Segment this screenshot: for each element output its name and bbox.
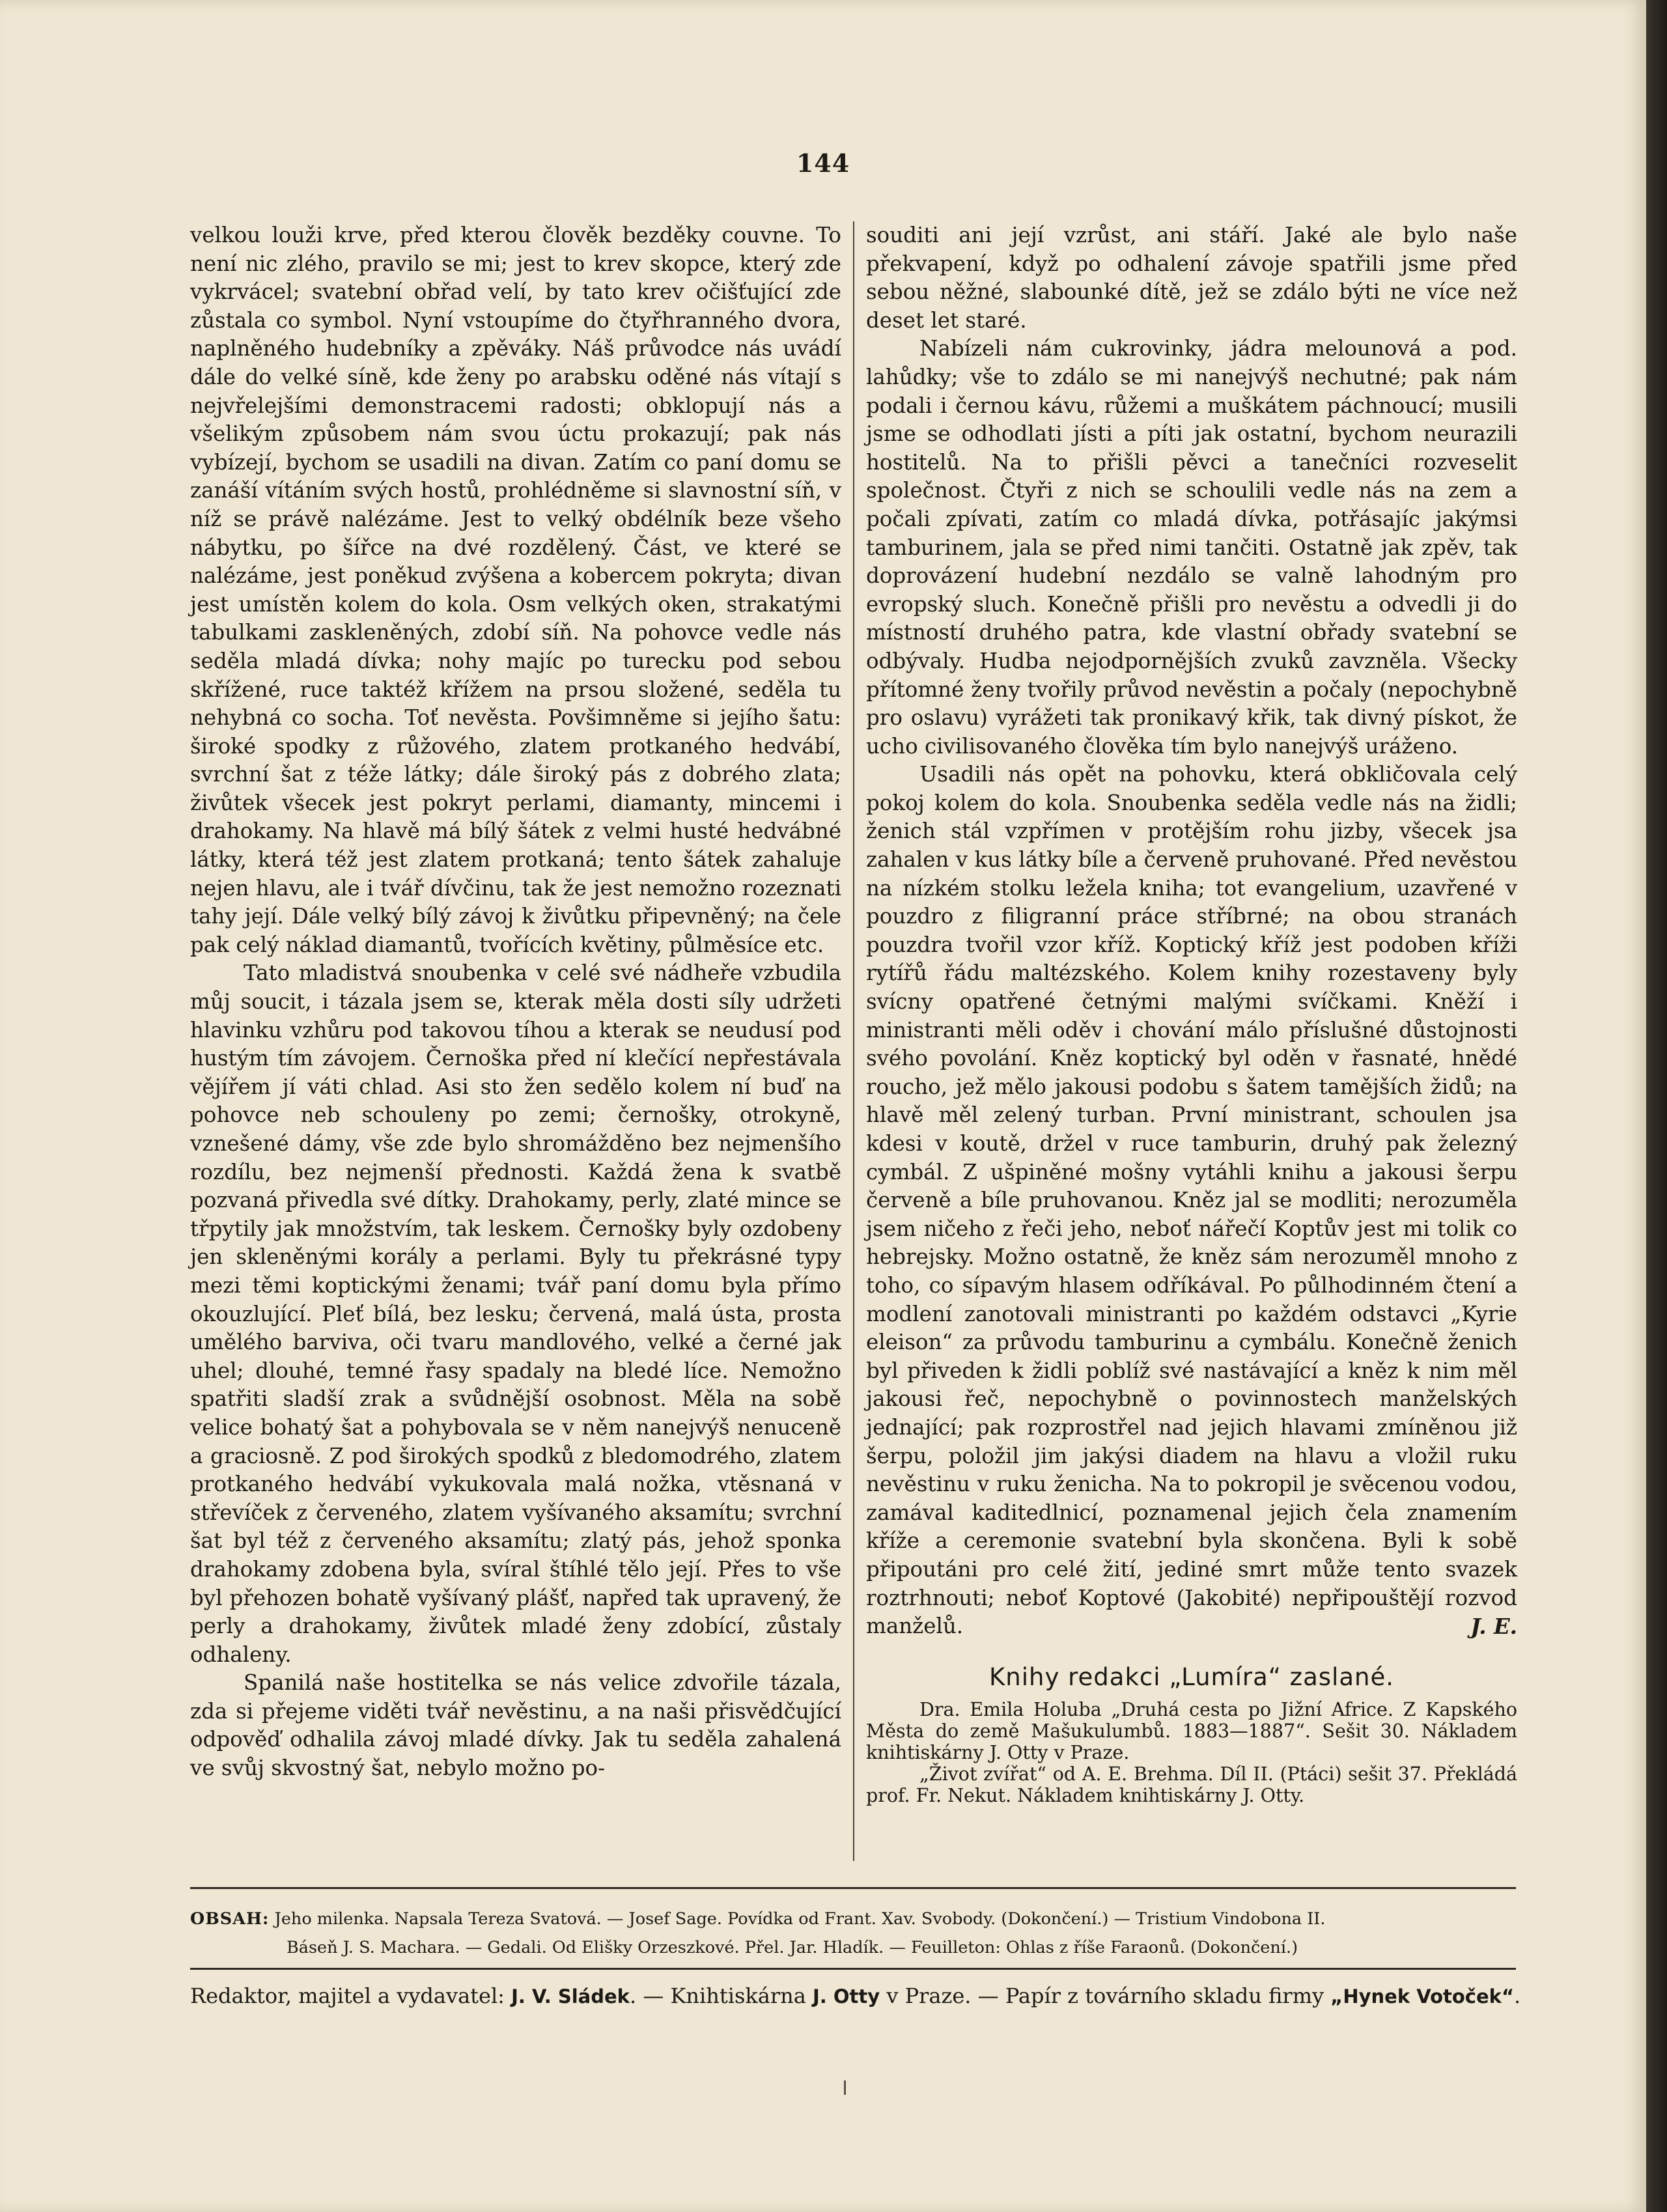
- books-heading: Knihy redakci „Lumíra“ zaslané.: [989, 1662, 1394, 1691]
- paragraph: souditi ani její vzrůst, ani stáří. Jaké ale bylo naše překvapení, když po odhalení závoje spatřili jsme před sebou něžné, slabounké dítě, jež se zdálo býti ne více než deset let staré.: [866, 223, 1517, 333]
- contents-line: Báseň J. S. Machara. — Gedali. Od Elišky Orzeszkové. Přel. Jar. Hladík. — Feuilleton: Ohlas z říše Faraonů. (Dokončení.): [287, 1938, 1298, 1957]
- contents: [190, 1905, 1516, 1962]
- page-mark: [844, 2080, 846, 2095]
- paragraph-text: Usadili nás opět na pohovku, která obkličovala celý pokoj kolem do kola. Snoubenka seděla vedle nás na židli; ženich stál vzpřímen v protějším rohu jizby, všecek jsa zahalen v kus látky bíle a červeně pruhované. Před nevěstou na nízkém stolku ležela kniha; tot evangelium, uzavřené v pouzdro z filigranní práce stříbrné; na obou stranách pouzdra tvořil vzor kříž. Koptický kříž jest podoben kříži rytířů řádu maltézského. Kolem knihy rozestaveny byly svícny opatřené četnými malými svíčkami. Kněží i ministranti měli oděv i chování málo příslušné důstojnosti svého povolání. Kněz koptický byl oděn v řasnaté, hnědé roucho, jež mělo jakousi podobu s šatem tamějších židů; na hlavě měl zelený turban. První ministrant, schoulen jsa kdesi v koutě, držel v ruce tamburin, druhý pak železný cymbál. Z ušpiněné mošny vytáhli knihu a jakousi šerpu červeně a bíle pruhovanou. Kněz jal se modliti; nerozuměla jsem ničeho z řeči jeho, neboť nářečí Koptův jest mi tolik co hebrejsky. Možno ostatně, že kněz sám nerozuměl mnoho z toho, co sípavým hlasem odříkával. Po půlhodinném čtení a modlení zanotovali ministranti po každém odstavci „Kyrie eleison“ za průvodu tamburinu a cymbálu. Konečně ženich byl přiveden k židli poblíž své nastávající a kněz k nim měl jakousi řeč, nepochybně o povinnostech manželských jednající; pak rozprostřel nad jejich hlavami zmíněnou již šerpu, položil jim jakýsi diadem na hlavu a vložil ruku nevěstinu v ruku ženicha. Na to pokropil je svěcenou vodou, zamával kaditedlnicí, poznamenal jejich čela znamením kříže a ceremonie svatební byla skončena. Byli k sobě připoutáni pro celé žití, jediné smrt může tento svazek roztrhnouti; neboť Koptové (Jakobité) nepřipouštějí rozvod manželů.: [866, 762, 1517, 1639]
- paragraph: Nabízeli nám cukrovinky, jádra melounová a pod. lahůdky; vše to zdálo se mi nanejvýš nechutné; pak nám podali i černou kávu, růžemi a muškátem páchnoucí; musili jsme se odhodlati jísti a píti jak ostatní, bychom neurazili hostitelů. Na to přišli pěvci a tanečníci rozveselit společnost. Čtyři z nich se schoulili vedle nás na zem a počali zpívati, zatím co mladá dívka, potřásajíc jakýmsi tamburinem, jala se před nimi tančiti. Ostatně jak zpěv, tak doprovázení hudební nezdálo se valně lahodným pro evropský sluch. Konečně přišli pro nevěstu a odvedli ji do místností druhého patra, kde vlastní obřady svatební se odbývaly. Hudba nejodpornějších zvuků zavzněla. Všecky přítomné ženy tvořily průvod nevěstin a počaly (nepochybně pro oslavu) vyrážeti tak pronikavý křik, tak divný pískot, že ucho civilisovaného člověka tím bylo nanejvýš uráženo.: [866, 336, 1517, 759]
- paragraph: Tato mladistvá snoubenka v celé své nádheře vzbudila můj soucit, i tázala jsem se, kterak měla dosti síly udržeti hlavinku vzhůru pod takovou tíhou a kterak se neudusí pod hustým tím závojem. Černoška před ní klečící nepřestávala vějířem jí váti chlad. Asi sto žen sedělo kolem ní buď na pohovce neb schouleny po zemi; černošky, otrokyně, vznešené dámy, vše zde bylo shromážděno bez nejmenšího rozdílu, bez nejmenší přednosti. Každá žena k svatbě pozvaná přivedla své dítky. Drahokamy, perly, zlaté mince se třpytily jak množstvím, tak leskem. Černošky byly ozdobeny jen skleněnými korály a perlami. Byly tu překrásné typy mezi těmi koptickými ženami; tvář paní domu byla přímo okouzlující. Pleť bílá, bez lesku; červená, malá ústa, prosta umělého barviva, oči tvaru mandlového, velké a černé jak uhel; dlouhé, temné řasy spadaly na bledé líce. Nemožno spatřiti sladší zrak a svůdnější osobnost. Měla na sobě velice bohatý šat a pohybovala se v něm nanejvýš nenuceně a graciosně. Z pod širokých spodků z bledomodrého, zlatem protkaného hedvábí vykukovala malá nožka, vtěsnaná v střevíček z červeného, zlatem vyšívaného aksamítu; svrchní šat byl též z červeného aksamítu; zlatý pás, jehož sponka drahokamy zdobena byla, svíral štíhlé tělo její. Přes to vše byl přehozen bohatě vyšívaný plášť, napřed tak upravený, že perly a drahokamy, živůtek mladé ženy zdobící, zůstaly odhaleny.: [190, 960, 841, 1667]
- imprint-editor: J. V. Sládek: [511, 1985, 630, 2008]
- signature: J. E.: [1470, 1614, 1517, 1640]
- imprint-prefix: Redaktor, majitel a vydavatel:: [190, 1983, 505, 2008]
- page-number: 144: [796, 148, 850, 178]
- book-entry: „Život zvířat“ od A. E. Brehma. Díl II. (Ptáci) sešit 37. Překládá prof. Fr. Nekut. Nákladem knihtiskárny J. Otty.: [866, 1763, 1517, 1807]
- book-entry: Dra. Emila Holuba „Druhá cesta po Jižní Africe. Z Kapského Města do země Mašukulumbů. 1883—1887“. Sešit 30. Nákladem knihtiskárny J. Otty v Praze.: [866, 1699, 1517, 1764]
- paragraph: Spanilá naše hostitelka se nás velice zdvořile tázala, zda si přejeme viděti tvář nevěstinu, a na naši přisvědčující odpověď odhalila závoj mladé dívky. Jak tu seděla zahalená ve svůj skvostný šat, nebylo možno po-: [190, 1670, 841, 1781]
- paragraph: velkou louži krve, před kterou člověk bezděky couvne. To není nic zlého, pravilo se mi; jest to krev skopce, který zde vykrvácel; svatební obřad velí, by tato krev očišťující zde zůstala co symbol. Nyní vstoupíme do čtyřhranného dvora, naplněného hudebníky a zpěváky. Náš průvodce nás uvádí dále do velké síně, kde ženy po arabsku oděné nás vítají s nejvřelejšími demonstracemi radosti; obklopují nás a všelikým způsobem nám svou úctu prokazují; pak nás vybízejí, bychom se usadili na divan. Zatím co paní domu se zanáší vítáním svých hostů, prohlédněme si slavnostní síň, v níž se právě nalézáme. Jest to velký obdélník beze všeho nábytku, po šířce na dvé rozdělený. Část, ve které se nalézáme, jest poněkud zvýšena a kobercem pokryta; divan jest umístěn kolem do kola. Osm velkých oken, strakatými tabulkami zaskleněných, zdobí síň. Na pohovce vedle nás seděla mladá dívka; nohy majíc po turecku pod sebou skřížené, ruce taktéž křížem na prsou složené, seděla tu nehybná co socha. Toť nevěsta. Povšimněme si jejího šatu: široké spodky z růžového, zlatem protkaného hedvábí, svrchní šat z téže látky; dále široký pás z dobrého zlata; živůtek všecek jest pokryt perlami, diamanty, mincemi i drahokamy. Na hlavě má bílý šátek z velmi husté hedvábné látky, která též jest zlatem protkaná; tento šátek zahaluje nejen hlavu, ale i tvář dívčinu, tak že jest nemožno rozeznati tahy její. Dále velký bílý závoj k živůtku připevněný; na čele pak celý náklad diamantů, tvořících květiny, půlměsíce etc.: [190, 223, 841, 957]
- right-column: [866, 221, 1517, 1806]
- imprint-text: v Praze. — Papír z továrního skladu firmy: [886, 1983, 1324, 2008]
- paragraph: [866, 761, 1517, 1640]
- imprint-printer: J. Otty: [812, 1985, 880, 2008]
- imprint: [190, 1983, 1521, 2008]
- contents-label: OBSAH:: [190, 1909, 270, 1929]
- imprint-text: .: [1514, 1983, 1521, 2008]
- imprint-text: . — Knihtiskárna: [629, 1983, 806, 2008]
- imprint-supplier: „Hynek Votoček“: [1330, 1985, 1514, 2008]
- books-list: [866, 1699, 1517, 1806]
- divider-rule: [190, 1968, 1516, 1970]
- divider-rule: [190, 1887, 1516, 1889]
- column-divider: [853, 221, 854, 1861]
- contents-line: Jeho milenka. Napsala Tereza Svatová. — Josef Sage. Povídka od Frant. Xav. Svobody. (Dokončení.) — Tristium Vindobona II.: [274, 1909, 1326, 1929]
- page-edge: [1646, 0, 1667, 2212]
- left-column: [190, 221, 841, 1783]
